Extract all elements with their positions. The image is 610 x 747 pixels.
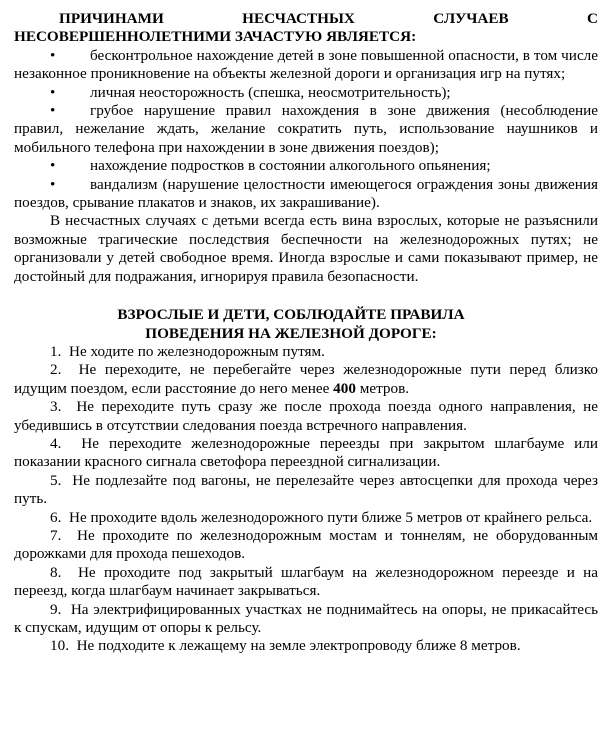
rules-heading-line1: ВЗРОСЛЫЕ И ДЕТИ, СОБЛЮДАЙТЕ ПРАВИЛА (117, 306, 465, 324)
rule-text-end: метров. (355, 379, 410, 397)
rule-number: 3. (50, 398, 62, 416)
causes-heading-line2: НЕСОВЕРШЕННОЛЕТНИМИ ЗАЧАСТУЮ ЯВЛЯЕТСЯ: (14, 28, 417, 46)
rule-item (14, 527, 598, 564)
rule-item (14, 398, 598, 435)
rule-item (14, 564, 598, 601)
rule-text: Не подлезайте под вагоны, не перелезайте через автосцепки для прохода через путь. (14, 471, 598, 508)
bullet-icon: • (50, 157, 56, 175)
cause-text: бесконтрольное нахождение детей в зоне повышенной опасности, в том числе незаконное проникновение на объекты железной дороги и организация игр на путях; (14, 46, 598, 83)
cause-item (14, 176, 598, 213)
rule-number: 1. (50, 342, 62, 360)
rule-number: 9. (50, 600, 62, 618)
rule-distance-value: 400 (333, 379, 356, 397)
rule-number: 7. (50, 526, 62, 544)
rule-number: 10. (50, 637, 69, 655)
bullet-icon: • (50, 46, 56, 64)
rule-text: Не переходите железнодорожные переезды при закрытом шлагбауме или показании красного сигнала светофора переездной сигнализации. (14, 434, 599, 471)
cause-text: личная неосторожность (спешка, неосмотрительность); (90, 83, 451, 101)
cause-item (14, 157, 598, 175)
rule-number: 4. (50, 434, 62, 452)
rule-text: Не проходите под закрытый шлагбаум на железнодорожном переезде и на переезд, когда шлагбаум начинает закрываться. (14, 563, 598, 600)
rule-item (14, 509, 598, 527)
rule-item (14, 361, 598, 398)
bullet-icon: • (50, 83, 56, 101)
cause-text: нахождение подростков в состоянии алкогольного опьянения; (90, 157, 491, 175)
causes-heading (14, 10, 598, 47)
rule-item (14, 637, 598, 655)
cause-item (14, 102, 598, 157)
section-spacer (14, 286, 598, 306)
rules-heading-line2: ПОВЕДЕНИЯ НА ЖЕЛЕЗНОЙ ДОРОГЕ: (145, 324, 437, 342)
bullet-icon: • (50, 102, 56, 120)
bullet-icon: • (50, 175, 56, 193)
rule-number: 8. (50, 563, 62, 581)
rule-text: Не проходите вдоль железнодорожного пути ближе 5 метров от крайнего рельса. (68, 508, 593, 526)
rule-text: Не проходите по железнодорожным мостам и тоннелям, не оборудованным дорожками для прохода пешеходов. (14, 526, 599, 563)
cause-item (14, 84, 598, 102)
rule-number: 2. (50, 361, 62, 379)
rule-text: На электрифицированных участках не поднимайтесь на опоры, не прикасайтесь к спускам, идущим от опоры к рельсу. (14, 600, 599, 636)
rule-number: 6. (50, 508, 62, 526)
rule-text: Не переходите, не перебегайте через железнодорожные пути перед близко идущим поездом, если расстояние до него менее (14, 361, 598, 397)
rules-list (14, 343, 598, 656)
adults-paragraph: В несчастных случаях с детьми всегда есть вина взрослых, которые не разъяснили возможные трагические последствия беспечности на железнодорожных путях; не организовали у детей свободное время. Иногда взрослые и сами показывают пример, не достойный для подражания, игнорируя правила безопасности. (14, 212, 598, 285)
cause-text: вандализм (нарушение целостности имеющегося ограждения зоны движения поездов, срывание плакатов и знаков, их закрашивание). (14, 175, 598, 212)
cause-item (14, 47, 598, 84)
rule-text: Не переходите путь сразу же после прохода поезда одного направления, не убедившись в отсутствии следования поезда встречного направления. (14, 398, 598, 434)
causes-heading-line1: ПРИЧИНАМИ НЕСЧАСТНЫХ СЛУЧАЕВ С (59, 10, 598, 27)
causes-list (14, 47, 598, 213)
rule-text: Не ходите по железнодорожным путям. (68, 342, 325, 360)
rule-item (14, 435, 598, 472)
rules-heading (14, 306, 598, 343)
rule-item (14, 472, 598, 509)
rule-number: 5. (50, 471, 62, 489)
cause-text: грубое нарушение правил нахождения в зоне движения (несоблюдение правил, нежелание ждать, желание сократить путь, использование наушников и мобильного телефона при нахождении в зоне движения поездов); (14, 102, 598, 156)
rule-item (14, 601, 598, 638)
rule-item (14, 343, 598, 361)
rule-text: Не подходите к лежащему на земле электропроводу ближе 8 метров. (76, 637, 521, 655)
